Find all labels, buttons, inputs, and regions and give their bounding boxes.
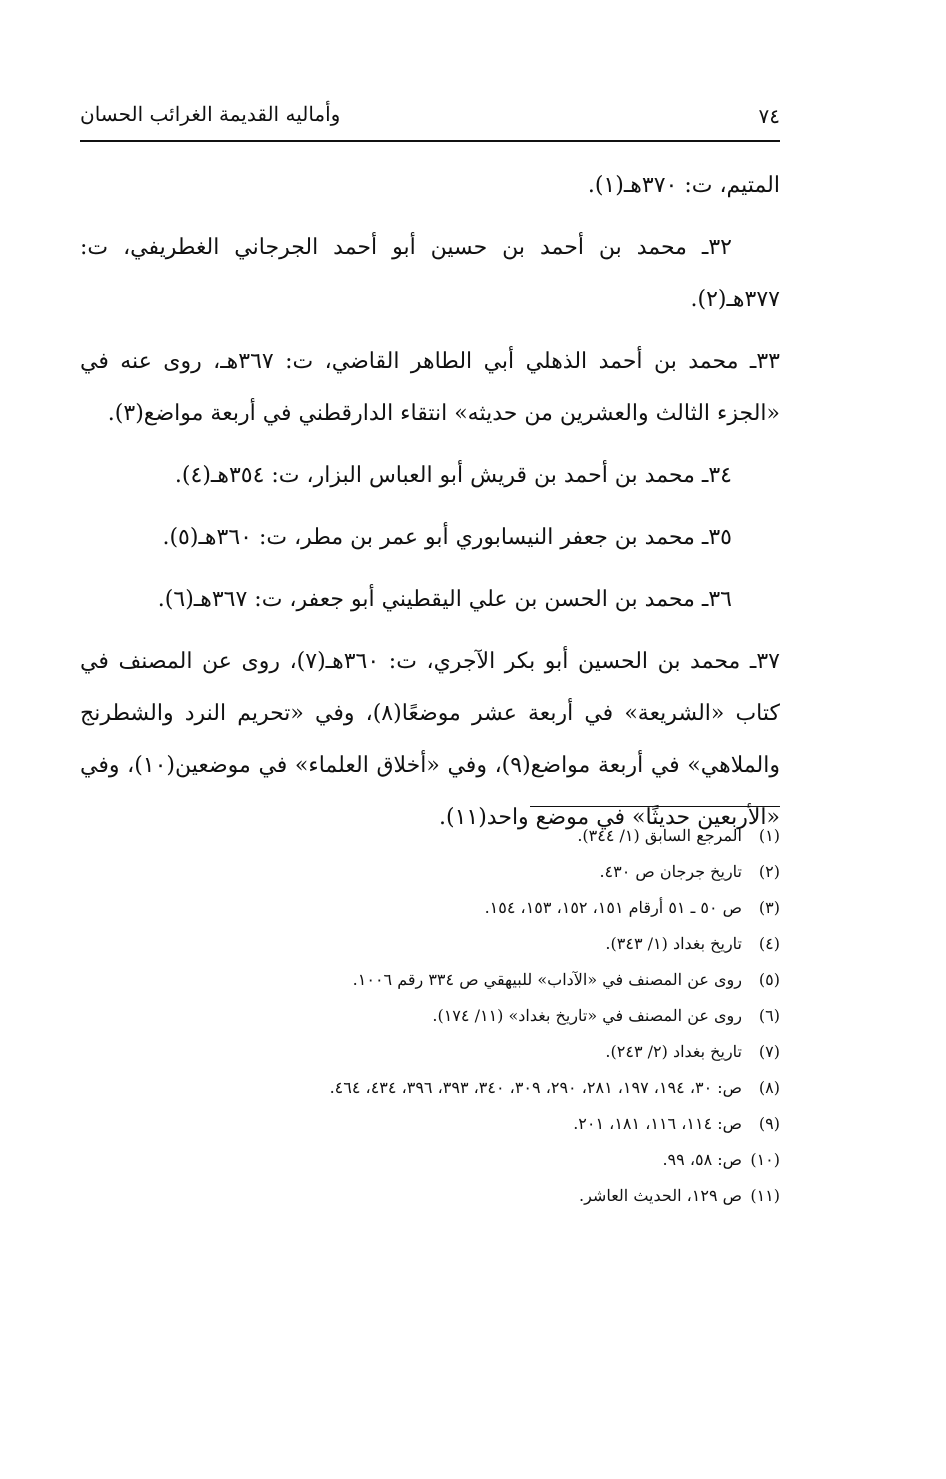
footnote-text: ص: ١١٤، ١١٦، ١٨١، ٢٠١. bbox=[573, 1114, 742, 1133]
footnote bbox=[80, 926, 780, 962]
main-text bbox=[80, 160, 780, 854]
footnote bbox=[80, 1106, 780, 1142]
footnote bbox=[80, 998, 780, 1034]
entry-32: ٣٢ـ محمد بن أحمد بن حسين أبو أحمد الجرجاني الغطريفي، ت: ٣٧٧هـ(٢). bbox=[80, 235, 780, 312]
footnote-divider bbox=[530, 806, 780, 807]
footnote bbox=[80, 1070, 780, 1106]
paragraph-continuation: المتيم، ت: ٣٧٠هـ(١). bbox=[587, 173, 780, 198]
footnote-text: ص ١٢٩، الحديث العاشر. bbox=[579, 1186, 742, 1205]
footnote-text: روى عن المصنف في «تاريخ بغداد» (١١/ ١٧٤). bbox=[432, 1006, 742, 1025]
footnote bbox=[80, 854, 780, 890]
footnotes bbox=[80, 818, 780, 1214]
footnote-number: (٧) bbox=[758, 1042, 780, 1061]
footnote bbox=[80, 818, 780, 854]
footnote-number: (٤) bbox=[758, 934, 780, 953]
footnote-number: (٢) bbox=[758, 862, 780, 881]
footnote-number: (١١) bbox=[750, 1186, 780, 1205]
footnote-number: (٣) bbox=[758, 898, 780, 917]
entry-36: ٣٦ـ محمد بن الحسن بن علي اليقطيني أبو جعفر، ت: ٣٦٧هـ(٦). bbox=[157, 587, 732, 612]
entry-33: ٣٣ـ محمد بن أحمد الذهلي أبي الطاهر القاضي، ت: ٣٦٧هـ، روى عنه في «الجزء الثالث والعشرين من حديثه» انتقاء الدارقطني في أربعة مواضع(٣). bbox=[80, 349, 780, 426]
footnote bbox=[80, 1034, 780, 1070]
entry-35: ٣٥ـ محمد بن جعفر النيسابوري أبو عمر بن مطر، ت: ٣٦٠هـ(٥). bbox=[162, 525, 732, 550]
page-number: ٧٤ bbox=[758, 104, 780, 128]
footnote-number: (١٠) bbox=[750, 1150, 780, 1169]
footnote-text: تاريخ بغداد (٢/ ٢٤٣). bbox=[605, 1042, 742, 1061]
footnote-number: (٩) bbox=[758, 1114, 780, 1133]
footnote-text: ص: ٥٨، ٩٩. bbox=[662, 1150, 742, 1169]
footnote-text: المرجع السابق (١/ ٣٤٤). bbox=[577, 826, 742, 845]
footnote-text: تاريخ جرجان ص ٤٣٠. bbox=[599, 862, 742, 881]
entry-34: ٣٤ـ محمد بن أحمد بن قريش أبو العباس البزار، ت: ٣٥٤هـ(٤). bbox=[174, 463, 732, 488]
footnote-text: تاريخ بغداد (١/ ٣٤٣). bbox=[605, 934, 742, 953]
footnote bbox=[80, 1142, 780, 1178]
entry-37: ٣٧ـ محمد بن الحسين أبو بكر الآجري، ت: ٣٦٠هـ(٧)، روى عن المصنف في كتاب «الشريعة» في أربعة عشر موضعًا(٨)، وفي «تحريم النرد والشطرنج والملاهي» في أربعة مواضع(٩)، وفي «أخلاق العلماء» في موضعين(١٠)، وفي «الأربعين حديثًا» في موضع واحد(١١). bbox=[80, 649, 780, 830]
running-title: وأماليه القديمة الغرائب الحسان bbox=[80, 102, 341, 126]
footnote-number: (٨) bbox=[758, 1078, 780, 1097]
footnote-number: (١) bbox=[758, 826, 780, 845]
footnote-text: ص ٥٠ ـ ٥١ أرقام ١٥١، ١٥٢، ١٥٣، ١٥٤. bbox=[484, 898, 742, 917]
header-divider bbox=[80, 140, 780, 142]
page-header bbox=[80, 100, 780, 134]
footnote bbox=[80, 890, 780, 926]
footnote-text: ص: ٣٠، ١٩٤، ١٩٧، ٢٨١، ٢٩٠، ٣٠٩، ٣٤٠، ٣٩٣، ٣٩٦، ٤٣٤، ٤٦٤. bbox=[329, 1078, 742, 1097]
footnote-number: (٦) bbox=[758, 1006, 780, 1025]
footnote-number: (٥) bbox=[758, 970, 780, 989]
footnote bbox=[80, 1178, 780, 1214]
footnote-text: روى عن المصنف في «الآداب» للبيهقي ص ٣٣٤ رقم ١٠٠٦. bbox=[352, 970, 742, 989]
footnote bbox=[80, 962, 780, 998]
